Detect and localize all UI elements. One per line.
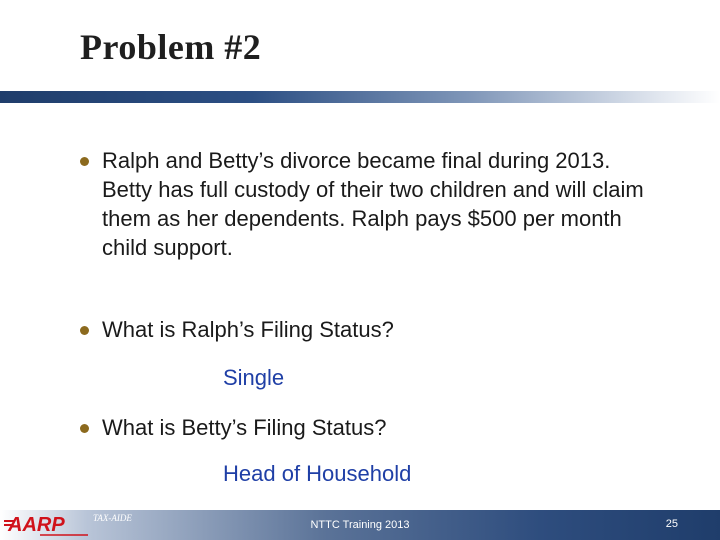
answer-ralph: Single xyxy=(223,365,285,390)
bullet-scenario xyxy=(80,146,660,262)
bullet-scenario-text: Ralph and Betty’s divorce became final during 2013. Betty has full custody of their two children and will claim them as her dependents. Ralph pays $500 per month child support. xyxy=(102,148,644,260)
aarp-logo-text: AARP xyxy=(8,514,65,536)
bullet-question-betty xyxy=(80,413,660,442)
page-number: 25 xyxy=(665,518,678,530)
bullet-question-betty-text: What is Betty’s Filing Status? xyxy=(102,415,387,440)
bullet-dot-icon xyxy=(80,424,89,433)
footer-center-text: NTTC Training 2013 xyxy=(310,519,410,531)
bullet-question-ralph-text: What is Ralph’s Filing Status? xyxy=(102,317,394,342)
bullet-dot-icon xyxy=(80,326,89,335)
bullet-question-ralph xyxy=(80,315,660,344)
bullet-dot-icon xyxy=(80,157,89,166)
slide-title: Problem #2 xyxy=(80,27,262,67)
answer-betty: Head of Household xyxy=(223,461,412,486)
title-underline-bar xyxy=(0,91,720,103)
tax-aide-tag: TAX-AIDE xyxy=(93,513,132,523)
